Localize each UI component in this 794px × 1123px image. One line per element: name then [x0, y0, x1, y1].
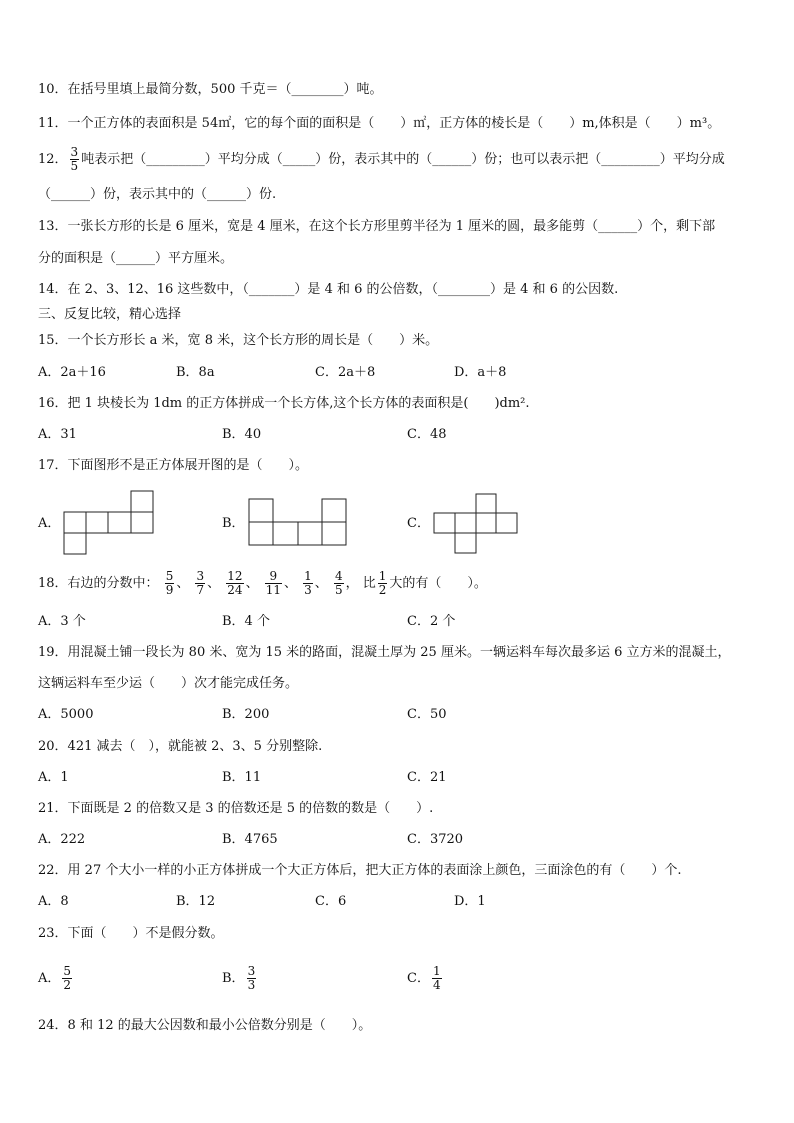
option-a[interactable]: A． [38, 516, 61, 531]
cube-net-b[interactable] [248, 498, 348, 548]
question-16: 16．把 1 块棱长为 1dm 的正方体拼成一个长方体,这个长方体的表面积是( )dm². [38, 396, 530, 411]
fraction [70, 146, 80, 173]
numerator: 1 [304, 569, 312, 583]
question-18-prefix: 18．右边的分数中： [38, 576, 159, 591]
option-a[interactable]: A．2a＋16 [38, 365, 106, 380]
numerator: 1 [378, 569, 387, 583]
question-12-text: 吨表示把（_________）平均分成（_____）份，表示其中的（______）份；也可以表示把（_________）平均分成 [81, 152, 725, 167]
denominator: 24 [227, 583, 243, 597]
cube-net-c[interactable] [433, 493, 519, 555]
fraction [378, 570, 388, 597]
question-24: 24．8 和 12 的最大公因数和最小公倍数分别是（ ）。 [38, 1018, 372, 1033]
denominator: 3 [247, 978, 256, 992]
denominator: 2 [63, 978, 72, 992]
option-label: A． [38, 971, 61, 986]
fraction [165, 570, 175, 597]
question-15: 15．一个长方形长 a 米，宽 8 米，这个长方形的周长是（ ）米。 [38, 333, 439, 348]
separator: 、 [207, 576, 221, 591]
option-c[interactable]: C．50 [407, 707, 447, 722]
separator: 、 [284, 576, 298, 591]
fraction [334, 570, 344, 597]
numerator: 5 [63, 964, 72, 978]
denominator: 2 [378, 583, 387, 597]
question-17: 17．下面图形不是正方体展开图的是（ ）。 [38, 458, 309, 473]
question-14: 14．在 2、3、12、16 这些数中，（_______）是 4 和 6 的公倍数，（________）是 4 和 6 的公因数. [38, 282, 619, 297]
option-label: B． [222, 971, 245, 986]
question-18: 18．右边的分数中： $\frac{5}{9}$ 、 $\frac{3}{7}$ 、 $\frac{12}{24}$ 、 $\frac{9}{11}$ 、 $\frac{1}{3}$ 、 $\frac{4}{5}$ ， 比 $\frac{1}{2}$ 大的有（ ）。 [38, 569, 487, 597]
denominator: 5 [334, 583, 343, 597]
numerator: 3 [196, 569, 205, 583]
separator: 、 [176, 576, 190, 591]
option-a[interactable]: A．1 [38, 770, 69, 785]
numerator: 1 [432, 964, 441, 978]
option-b[interactable]: B．200 [222, 707, 270, 722]
numerator: 3 [247, 964, 256, 978]
denominator: 5 [70, 159, 79, 173]
question-10: 10．在括号里填上最简分数，500 千克＝（________）吨。 [38, 82, 383, 97]
numerator: 5 [165, 569, 174, 583]
numerator: 3 [70, 145, 79, 159]
question-22: 22．用 27 个大小一样的小正方体拼成一个大正方体后，把大正方体的表面涂上颜色，三面涂色的有（ ）个. [38, 863, 682, 878]
fraction [432, 965, 442, 992]
option-b[interactable]: B．8a [176, 365, 215, 380]
option-a[interactable]: A．3 个 [38, 614, 86, 629]
option-c[interactable]: C．3720 [407, 832, 464, 847]
option-b[interactable]: B．40 [222, 427, 262, 442]
question-12-line-2: （______）份，表示其中的（______）份. [38, 187, 277, 202]
option-a[interactable]: A．8 [38, 894, 69, 909]
numerator: 9 [269, 569, 278, 583]
option-c[interactable] [407, 962, 444, 996]
denominator: 4 [432, 978, 441, 992]
option-d[interactable]: D．a＋8 [454, 365, 507, 380]
option-b[interactable]: B．4 个 [222, 614, 270, 629]
question-12-line-1 [38, 146, 725, 173]
option-c[interactable]: C．2 个 [407, 614, 456, 629]
question-11: 11．一个正方体的表面积是 54㎡，它的每个面的面积是（ ）㎡，正方体的棱长是（ ）m,体积是（ ）m³。 [38, 116, 721, 131]
option-b[interactable]: B． [222, 516, 245, 531]
question-18-suffix: 大的有（ ）。 [389, 576, 487, 591]
question-13-line-2: 分的面积是（______）平方厘米。 [38, 251, 234, 266]
numerator: 4 [334, 569, 343, 583]
separator: 、 [245, 576, 259, 591]
fraction [247, 965, 257, 992]
option-c[interactable]: C．21 [407, 770, 447, 785]
option-b[interactable] [222, 962, 258, 996]
question-13-line-1: 13．一张长方形的长是 6 厘米，宽是 4 厘米，在这个长方形里剪半径为 1 厘米的圆，最多能剪（______）个，剩下部 [38, 219, 716, 234]
option-b[interactable]: B．4765 [222, 832, 278, 847]
fraction [195, 570, 205, 597]
option-b[interactable]: B．11 [222, 770, 262, 785]
fraction [226, 570, 243, 597]
question-23: 23．下面（ ）不是假分数。 [38, 926, 224, 941]
question-19-line-2: 这辆运料车至少运（ ）次才能完成任务。 [38, 676, 299, 691]
option-a[interactable]: A．222 [38, 832, 86, 847]
question-21: 21．下面既是 2 的倍数又是 3 的倍数还是 5 的倍数的数是（ ）. [38, 801, 434, 816]
question-19-line-1: 19．用混凝土铺一段长为 80 米、宽为 15 米的路面，混凝土厚为 25 厘米。一辆运料车每次最多运 6 立方米的混凝土， [38, 645, 731, 660]
fraction [62, 965, 72, 992]
option-a[interactable] [38, 962, 74, 996]
question-20: 20．421 减去（ ），就能被 2、3、5 分别整除. [38, 739, 323, 754]
denominator: 9 [165, 583, 174, 597]
cube-net-a[interactable] [63, 490, 155, 556]
denominator: 7 [196, 583, 205, 597]
option-c[interactable]: C． [407, 516, 430, 531]
question-18-compare: 比 [362, 576, 376, 591]
option-a[interactable]: A．31 [38, 427, 77, 442]
section-heading: 三、反复比较，精心选择 [38, 307, 182, 322]
option-c[interactable]: C．6 [315, 894, 347, 909]
option-d[interactable]: D．1 [454, 894, 486, 909]
option-c[interactable]: C．2a＋8 [315, 365, 376, 380]
denominator: 11 [265, 583, 281, 597]
option-label: C． [407, 971, 430, 986]
fraction [265, 570, 282, 597]
numerator: 12 [227, 569, 243, 583]
option-b[interactable]: B．12 [176, 894, 216, 909]
question-number: 12． [38, 152, 68, 167]
fraction [303, 570, 313, 597]
separator: 、 [314, 576, 328, 591]
denominator: 3 [304, 583, 312, 597]
option-a[interactable]: A．5000 [38, 707, 94, 722]
option-c[interactable]: C．48 [407, 427, 447, 442]
